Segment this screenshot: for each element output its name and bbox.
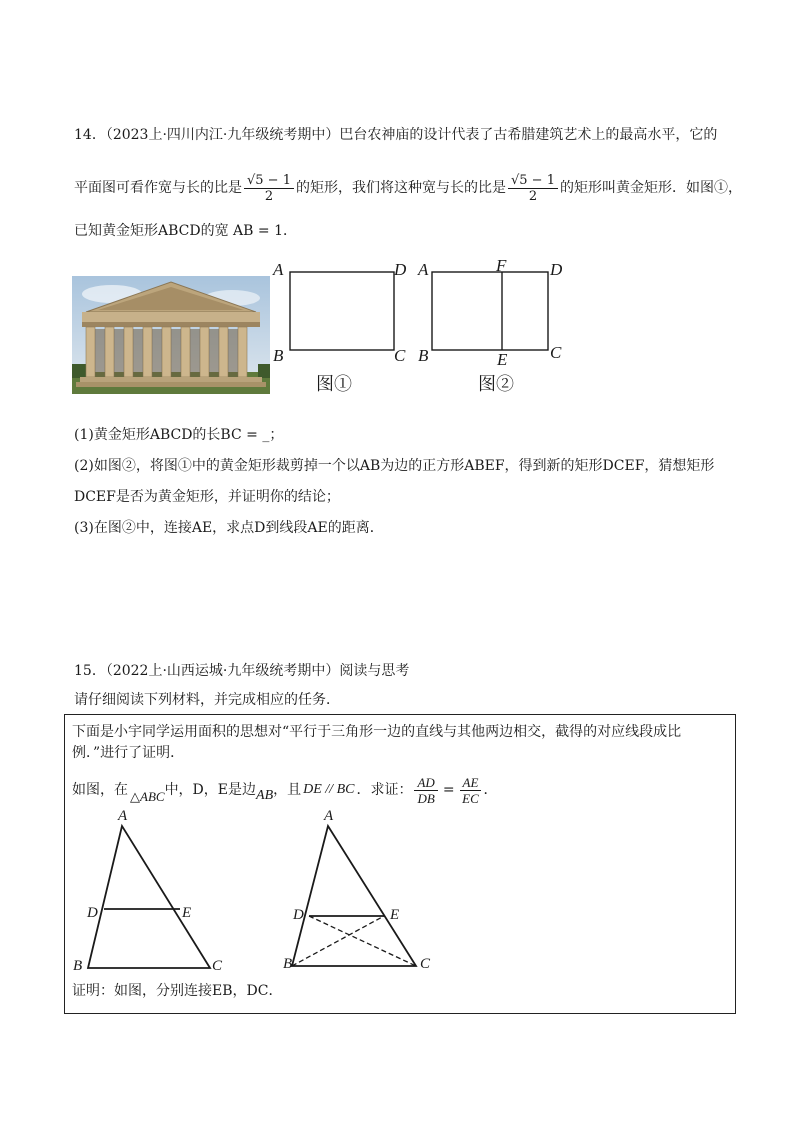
equals-sign: =	[442, 782, 455, 798]
fig2-label-a: A	[418, 260, 429, 279]
golden-ratio-denominator-2: 2	[528, 188, 538, 204]
q15-box-line-3	[72, 770, 497, 810]
tri2-label-c: C	[420, 956, 431, 972]
tri1-label-e: E	[182, 905, 192, 921]
q14-part-2a: (2)如图②，将图①中的黄金矩形裁剪掉一个以AB为边的正方形ABEF，得到新的矩形DCEF，猜想矩形	[74, 458, 715, 474]
golden-ratio-fraction-2	[508, 174, 558, 203]
fig1-label-a: A	[273, 260, 284, 279]
q14-line-1: 14．（2023上·四川内江·九年级统考期中）巴台农神庙的设计代表了古希腊建筑艺术上的最高水平，它的	[74, 127, 718, 143]
rect-abcd	[290, 272, 394, 350]
q15-box-line-3-text-a: 如图，在	[72, 782, 128, 798]
segment-eb-dashed	[292, 916, 384, 966]
q15-box-line-2: 例．”进行了证明．	[72, 745, 185, 761]
fig1-label-b: B	[273, 346, 284, 365]
rect-abcd-2	[432, 272, 548, 350]
q14-line-2-text-a: 平面图可看作宽与长的比是	[74, 180, 242, 196]
triangle-abc	[88, 826, 210, 968]
q15-box-line-1: 下面是小宇同学运用面积的思想对“平行于三角形一边的直线与其他两边相交，截得的对应线段成比	[72, 724, 682, 740]
q14-line-3: 已知黄金矩形ABCD的宽 AB = 1．	[74, 223, 297, 239]
tri1-label-a: A	[118, 808, 128, 824]
golden-ratio-numerator-2: √5 − 1	[508, 174, 558, 189]
golden-ratio-fraction	[244, 174, 294, 203]
fig2-label-f: F	[496, 256, 507, 275]
q14-line-2	[74, 168, 742, 208]
tri2-label-e: E	[390, 907, 400, 923]
ratio-ae-numerator: AE	[460, 776, 482, 791]
q14-line-2-text-b: 的矩形，我们将这种宽与长的比是	[295, 180, 506, 196]
golden-ratio-numerator: √5 − 1	[244, 174, 294, 189]
ratio-ae-ec	[460, 776, 482, 805]
triangle-abc-2	[292, 826, 416, 966]
segment-ab-label: AB	[256, 788, 274, 803]
triangle-figure-1	[70, 808, 240, 978]
fig1-label-c: C	[394, 346, 406, 365]
q14-part-3: (3)在图②中，连接AE，求点D到线段AE的距离．	[74, 520, 384, 536]
fig2-label-e: E	[497, 350, 508, 369]
golden-ratio-denominator: 2	[264, 188, 274, 204]
q15-box-line-3-text-e: ，且	[273, 782, 302, 798]
q15-box-line-3-text-h: ．	[483, 782, 498, 798]
q14-line-2-text-c: 的矩形叫黄金矩形．如图①，	[559, 180, 742, 196]
fig2-label-b: B	[418, 346, 429, 365]
q15-box-line-3-text-c: 中，D，E是边	[164, 782, 257, 798]
ratio-db-denominator: DB	[417, 790, 435, 806]
q15-line-2: 请仔细阅读下列材料，并完成相应的任务．	[74, 692, 340, 708]
fig2-caption: 图②	[478, 374, 514, 395]
triangle-abc-label: △ABC	[130, 788, 165, 804]
ratio-ad-db	[414, 776, 437, 805]
tri1-label-b: B	[73, 958, 83, 974]
tri2-label-b: B	[283, 956, 293, 972]
ratio-ad-numerator: AD	[414, 776, 437, 791]
tri1-label-c: C	[212, 958, 223, 974]
q15-box-line-3-text-g: ．求证：	[356, 782, 413, 798]
fig1-label-d: D	[394, 260, 407, 279]
parallel-statement: DE // BC	[303, 782, 355, 797]
tri2-label-a: A	[324, 808, 334, 824]
tri1-label-d: D	[87, 905, 98, 921]
tri2-label-d: D	[293, 907, 304, 923]
parthenon-photo	[72, 276, 270, 394]
triangle-figure-2	[284, 808, 444, 978]
q14-part-2b: DCEF是否为黄金矩形，并证明你的结论；	[74, 489, 340, 505]
q15-line-1: 15．（2022上·山西运城·九年级统考期中）阅读与思考	[74, 663, 410, 679]
q14-part-1: (1)黄金矩形ABCD的长BC = _；	[74, 427, 284, 443]
fig2-label-d: D	[550, 260, 563, 279]
q15-proof-start: 证明：如图，分别连接EB，DC．	[72, 983, 283, 999]
ratio-ec-denominator: EC	[462, 790, 479, 806]
fig2-label-c: C	[550, 343, 562, 362]
fig1-caption: 图①	[316, 374, 352, 395]
